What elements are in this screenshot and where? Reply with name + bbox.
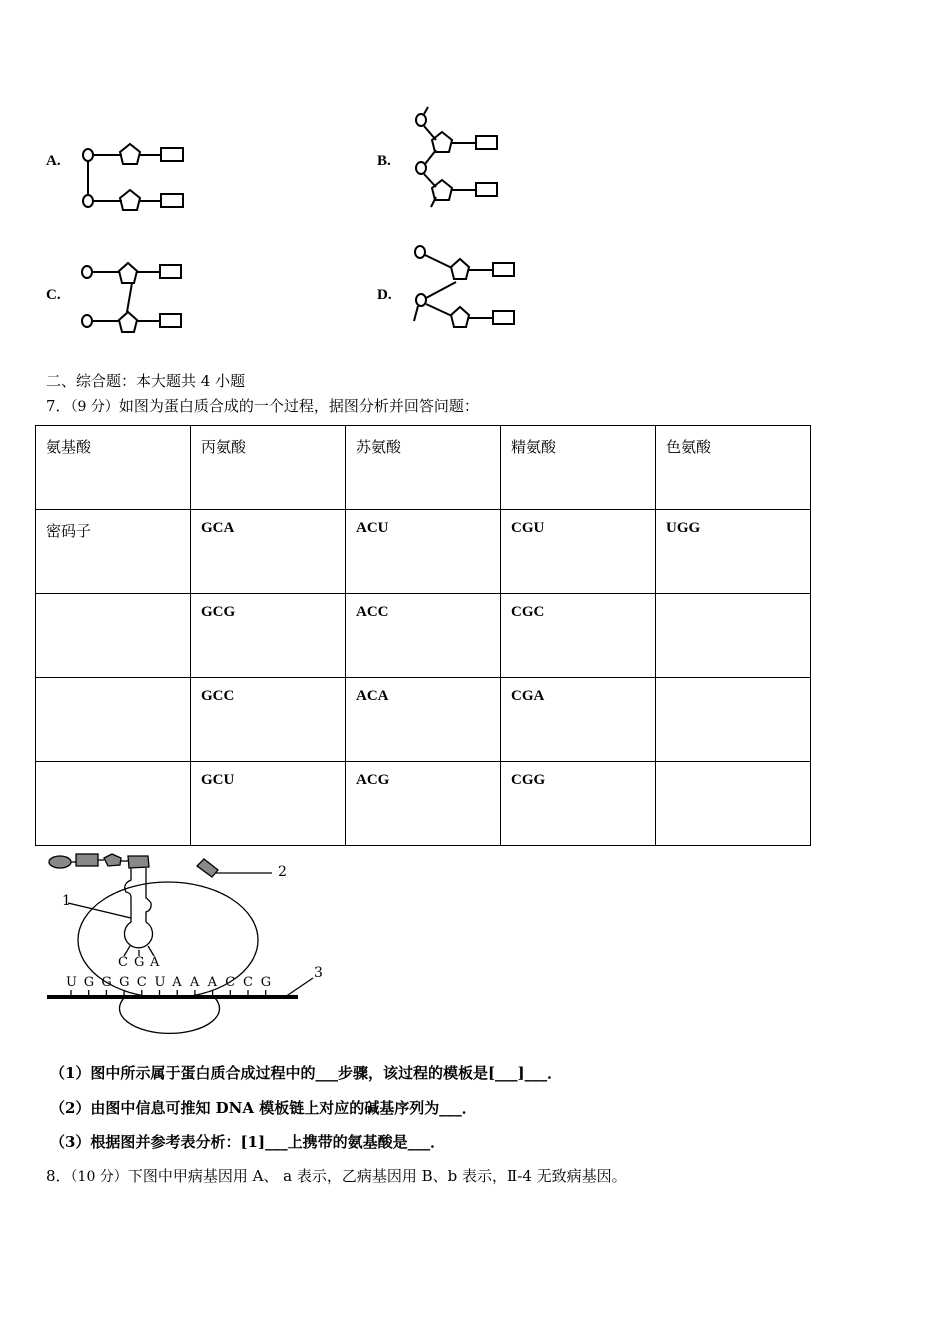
table-cell: GCG (191, 594, 346, 678)
option-a-label: A. (46, 153, 61, 169)
codon-table (35, 425, 811, 846)
peptide-chain (49, 854, 149, 868)
option-c-label: C. (46, 287, 61, 303)
mrna-base: C (225, 975, 236, 990)
table-cell: 色氨酸 (656, 426, 811, 510)
option-a-structure (83, 144, 183, 210)
question-number: 8． (46, 1167, 71, 1185)
table-cell: CGC (501, 594, 656, 678)
question-8-header (46, 1165, 627, 1186)
table-row (36, 762, 811, 846)
table-cell: 精氨酸 (501, 426, 656, 510)
table-cell (36, 594, 191, 678)
table-cell: 氨基酸 (36, 426, 191, 510)
question-7-part-1: （1）图中所示属于蛋白质合成过程中的___步骤，该过程的模板是[___]___． (50, 1064, 563, 1082)
table-cell: CGA (501, 678, 656, 762)
question-7-part-2: （2）由图中信息可推知 DNA 模板链上对应的碱基序列为___． (50, 1099, 477, 1117)
table-row (36, 594, 811, 678)
option-d-label: D. (377, 287, 392, 303)
label-2: 2 (278, 864, 287, 880)
trna (68, 868, 154, 956)
table-row (36, 426, 811, 510)
option-b-label: B. (377, 153, 391, 169)
table-cell: UGG (656, 510, 811, 594)
table-cell: ACG (346, 762, 501, 846)
label-3: 3 (314, 965, 323, 981)
table-cell: GCU (191, 762, 346, 846)
mrna-base: C (136, 975, 147, 990)
table-cell: GCC (191, 678, 346, 762)
question-7-part-3: （3）根据图并参考表分析：[1]___上携带的氨基酸是___． (50, 1133, 446, 1151)
mrna-base: G (119, 975, 130, 990)
mrna-base: A (172, 975, 182, 990)
table-row (36, 510, 811, 594)
table-cell: CGU (501, 510, 656, 594)
table-cell: 丙氨酸 (191, 426, 346, 510)
question-score: （10 分） (70, 1169, 128, 1185)
label-1: 1 (62, 893, 71, 909)
table-cell: ACU (346, 510, 501, 594)
mrna-base-ticks (71, 990, 266, 997)
table-cell: ACA (346, 678, 501, 762)
table-cell (656, 594, 811, 678)
question-score: （9 分） (70, 399, 119, 415)
mrna-base: G (83, 975, 95, 990)
amino-acid-2 (197, 859, 272, 877)
mrna-base: U (154, 975, 166, 990)
mrna-base: G (101, 975, 112, 990)
question-text: 如图为蛋白质合成的一个过程，据图分析并回答问题： (118, 397, 479, 415)
question-7-header (46, 395, 479, 416)
table-cell (656, 762, 811, 846)
mrna-base: A (207, 975, 217, 990)
mrna-base: A (189, 975, 200, 990)
table-cell: CGG (501, 762, 656, 846)
table-cell (656, 678, 811, 762)
mrna-base: C (243, 975, 253, 990)
table-cell: 苏氨酸 (346, 426, 501, 510)
table-cell (36, 678, 191, 762)
option-c-structure (82, 263, 181, 332)
table-cell (36, 762, 191, 846)
anticodon-base: G (134, 955, 145, 970)
anticodon-base: C (118, 955, 128, 970)
option-d-structure (414, 246, 514, 327)
table-cell: ACC (346, 594, 501, 678)
section-title: 二、综合题：本大题共 4 小题 (46, 372, 246, 390)
option-b-structure (416, 107, 497, 207)
nucleotide-options-diagram (0, 0, 950, 360)
anticodon-base: A (150, 955, 160, 970)
mrna-base: G (260, 975, 272, 990)
ribosome-small-subunit (120, 997, 220, 1033)
question-text: 下图中甲病基因用 A、 a 表示，乙病基因用 B、b 表示，Ⅱ-4 无致病基因。 (127, 1167, 627, 1185)
mrna-base: U (66, 975, 77, 990)
question-number: 7． (46, 397, 71, 415)
table-row (36, 678, 811, 762)
table-cell: GCA (191, 510, 346, 594)
table-cell: 密码子 (36, 510, 191, 594)
